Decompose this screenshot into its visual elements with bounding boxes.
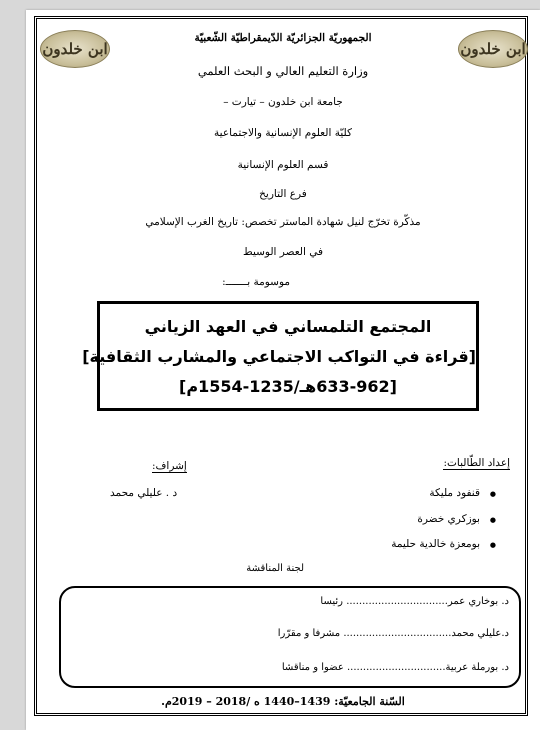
- thesis-title-box: [82, 301, 479, 411]
- supervisor-heading: إشراف:: [152, 460, 187, 472]
- branch-line: فرع التاريخ: [259, 188, 307, 200]
- committee-heading: لجنة المناقشة: [246, 563, 304, 574]
- supervisor-name: د . عليلي محمد: [110, 487, 178, 499]
- department-line: قسم العلوم الإنسانية: [237, 159, 329, 171]
- committee-member-2: د.عليلي محمد.................................. مشرفا و مقرّرا: [277, 628, 509, 639]
- students-heading: إعداد الطّالبات:: [443, 457, 510, 469]
- title-line-2: [قراءة في التواكب الاجتماعي والمشارب الثقافية]: [82, 347, 476, 366]
- republic-line: الجمهوريّة الجزائريّة الدّيمقراطيّة الشّعبيّة: [194, 32, 372, 44]
- student-name-2: ● بوزكري خضرة: [417, 513, 480, 525]
- committee-member-3: د. بورملة عربية............................... عضوا و مناقشا: [281, 662, 509, 673]
- era-line: في العصر الوسيط: [242, 246, 323, 258]
- document-page: [26, 10, 540, 730]
- committee-member-1: د. بوخاري عمر................................ رئيسا: [320, 596, 509, 607]
- title-line-3: [633-962هـ/1235-1554م]: [179, 377, 397, 396]
- university-line: جامعة ابن خلدون – تيارت –: [223, 96, 343, 108]
- university-logo-left: ابن خلدون: [40, 30, 110, 68]
- title-line-1: المجتمع التلمساني في العهد الزياني: [144, 317, 432, 336]
- academic-year: السّنة الجامعيّة: 1439–1440 ه /2018 – 2019م.: [161, 695, 405, 708]
- faculty-line: كليّة العلوم الإنسانية والاجتماعية: [214, 127, 352, 139]
- thesis-line: مذكّرة تخرّج لنيل شهادة الماستر تخصص: تاريخ الغرب الإسلامي: [145, 216, 421, 228]
- student-name-1: ● قنفود مليكة: [429, 487, 480, 499]
- university-logo-right: ابن خلدون: [458, 30, 528, 68]
- committee-box: [59, 586, 521, 688]
- ministry-line: وزارة التعليم العالي و البحث العلمي: [197, 64, 369, 78]
- titled-label: موسومة بـــــــ:: [222, 276, 290, 288]
- student-name-3: ● بومعزة خالدية حليمة: [391, 538, 480, 550]
